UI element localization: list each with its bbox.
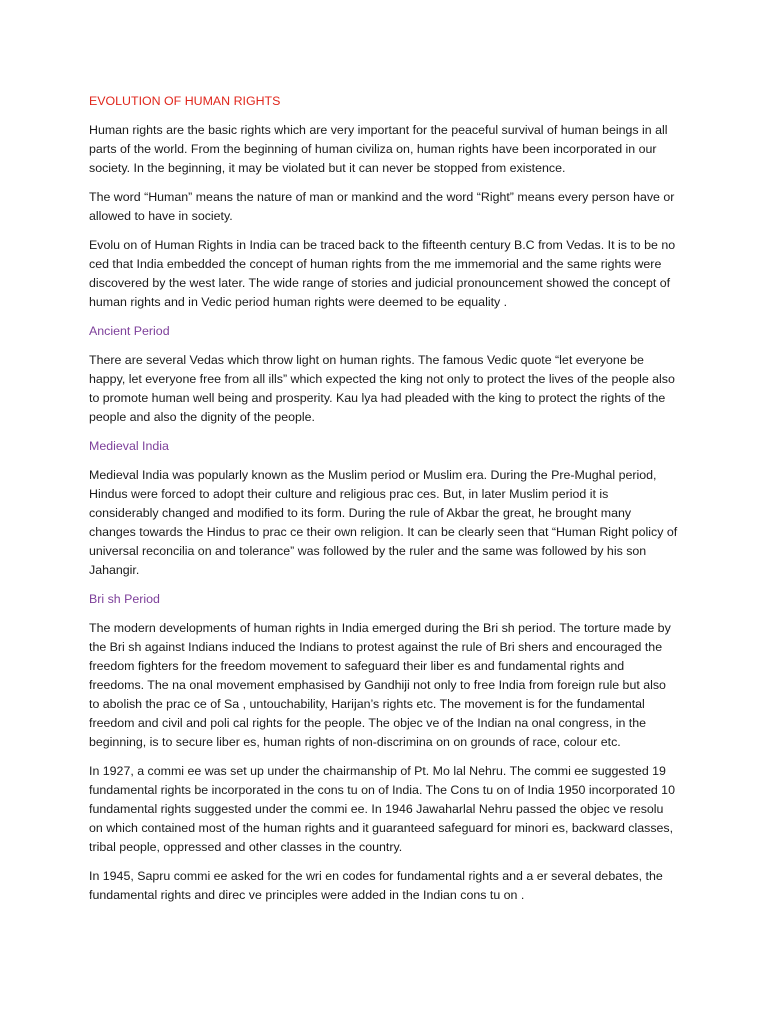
intro-paragraph-3: Evolu on of Human Rights in India can be traced back to the fifteenth century B.C from Vedas. It is to be no ced that India embedded the concept of human rights from the me immemorial and the same rights were discovered by the west later. The wide range of stories and judicial pronouncement showed the concept of human rights and in Vedic period human rights were deemed to be equality . xyxy=(89,238,676,309)
ancient-period-paragraph: There are several Vedas which throw light on human rights. The famous Vedic quote “let everyone be happy, let everyone free from all ills” which expected the king not only to protect the lives of the people also to promote human well being and prosperity. Kau lya had pleaded with the king to protect the rights of the people and also the dignity of the people. xyxy=(89,353,675,424)
section-heading-medieval-india: Medieval India xyxy=(89,439,169,453)
medieval-india-paragraph: Medieval India was popularly known as the Muslim period or Muslim era. During the Pre-Mughal period, Hindus were forced to adopt their culture and religious prac ces. But, in later Muslim period it is considerably changed and modified to its form. During the rule of Akbar the great, he brought many changes towards the Hindus to prac ce their own religion. It can be clearly seen that “Human Right policy of universal reconcilia on and tolerance” was followed by the ruler and the same was followed by his son Jahangir. xyxy=(89,468,678,577)
intro-paragraph-1: Human rights are the basic rights which are very important for the peaceful survival of human beings in all parts of the world. From the beginning of human civiliza on, human rights have been incorporated in our society. In the beginning, it may be violated but it can never be stopped from existence. xyxy=(89,123,668,175)
document-page xyxy=(89,92,679,915)
section-heading-ancient-period: Ancient Period xyxy=(89,324,170,338)
document-title: EVOLUTION OF HUMAN RIGHTS xyxy=(89,94,281,108)
british-period-paragraph-2: In 1927, a commi ee was set up under the chairmanship of Pt. Mo lal Nehru. The commi ee suggested 19 fundamental rights be incorporated in the cons tu on of India. The Cons tu on of India 1950 incorporated 10 fundamental rights suggested under the commi ee. In 1946 Jawaharlal Nehru passed the objec ve resolu on which contained most of the human rights and it guaranteed safeguard for minori es, backward classes, tribal people, oppressed and other classes in the country. xyxy=(89,764,675,854)
british-period-paragraph-3: In 1945, Sapru commi ee asked for the wri en codes for fundamental rights and a er several debates, the fundamental rights and direc ve principles were added in the Indian cons tu on . xyxy=(89,869,663,902)
british-period-paragraph-1: The modern developments of human rights in India emerged during the Bri sh period. The torture made by the Bri sh against Indians induced the Indians to protest against the rule of Bri shers and encouraged the freedom fighters for the freedom movement to safeguard their liber es and fundamental rights and freedoms. The na onal movement emphasised by Gandhiji not only to free India from foreign rule but also to abolish the prac ce of Sa , untouchability, Harijan’s rights etc. The movement is for the fundamental freedom and civil and poli cal rights for the people. The objec ve of the Indian na onal congress, in the beginning, is to secure liber es, human rights of non-discrimina on on grounds of race, colour etc. xyxy=(89,621,671,749)
intro-paragraph-2: The word “Human” means the nature of man or mankind and the word “Right” means every person have or allowed to have in society. xyxy=(89,190,675,223)
section-heading-british-period: Bri sh Period xyxy=(89,592,160,606)
